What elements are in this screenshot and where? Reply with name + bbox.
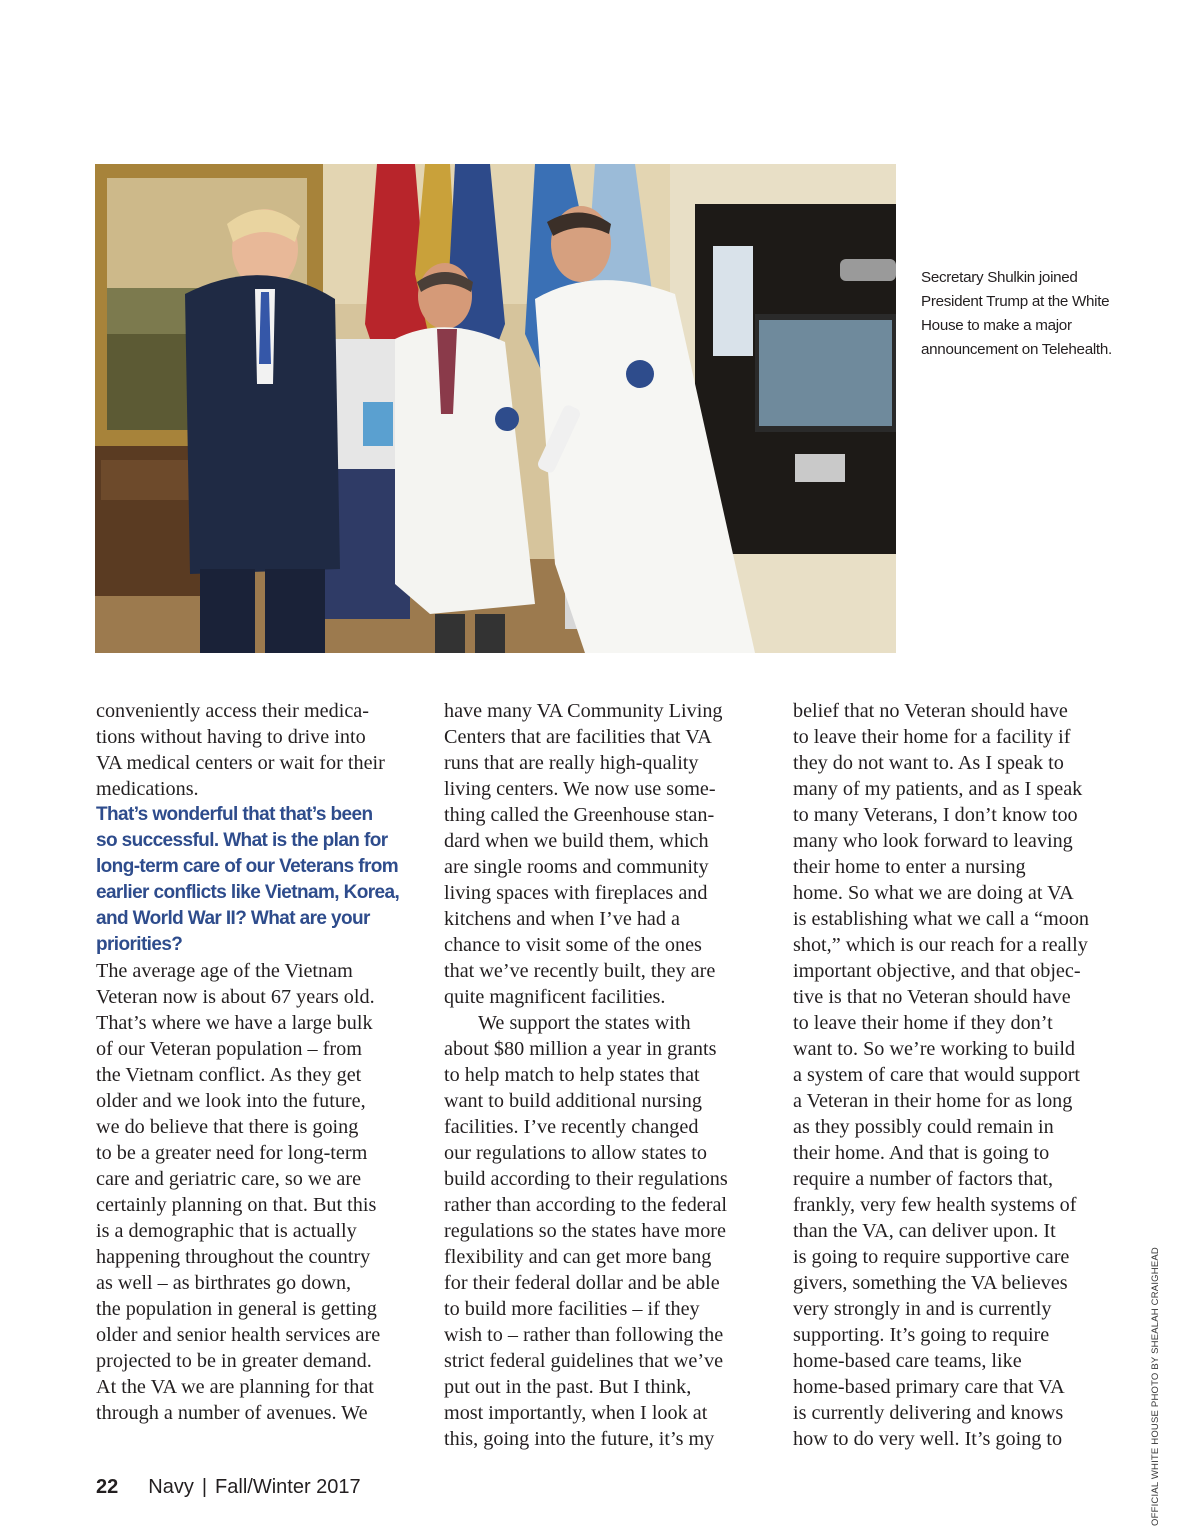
feature-photo: [95, 164, 896, 653]
paragraph: conveniently access their medica- tions without having to drive into VA medical centers or wait for their medications.: [96, 700, 385, 800]
paragraph: We support the states with about $80 million a year in grants to help match to help states that want to build additional nursing facilities. I’ve recently changed our regulations to allow states to build according to their regulations rather than according to the federal regulations so the states have more flexibility and can get more bang for their federal dollar and be able to build more facilities – if they wish to – rather than following the strict federal guidelines that we’ve put out in the past. But I think, most importantly, when I look at this, going into the future, it’s my: [444, 1012, 728, 1450]
footer-separator: |: [201, 1476, 208, 1498]
page-footer: [96, 1476, 361, 1499]
issue-label: Fall/Winter 2017: [215, 1476, 361, 1498]
page-number: 22: [96, 1476, 119, 1498]
interview-question: That’s wonderful that that’s been so successful. What is the plan for long-term care of our Veterans from earlier conflicts like Vietnam, Korea, and World War II? What are your priorities?: [96, 804, 400, 955]
photo-credit: [1150, 1222, 1162, 1532]
text-column-3: [793, 698, 1107, 1452]
publication-name: Navy: [148, 1476, 194, 1498]
photo-illustration: [95, 164, 896, 653]
photo-credit-text: OFFICIAL WHITE HOUSE PHOTO BY SHEALAH CRAIGHEAD: [1150, 1247, 1161, 1526]
paragraph: belief that no Veteran should have to leave their home for a facility if they do not want to. As I speak to many of my patients, and as I speak to many Veterans, I don’t know too many who look forward to leaving their home to enter a nursing home. So what we are doing at VA is establishing what we call a “moon shot,” which is our reach for a really important objective, and that objec- tive is that no Veteran should have to leave their home if they don’t want to. So we’re working to build a system of care that would support a Veteran in their home for as long as they possibly could remain in their home. And that is going to require a number of factors that, frankly, very few health systems of than the VA, can deliver upon. It is going to require supportive care givers, something the VA believes very strongly in and is currently supporting. It’s going to require home-based care teams, like home-based primary care that VA is currently delivering and knows how to do very well. It’s going to: [793, 700, 1090, 1450]
text-column-1: [96, 698, 410, 1426]
text-column-2: [444, 698, 758, 1452]
photo-caption: Secretary Shulkin joined President Trump at the White House to make a major announcement on Telehealth.: [921, 269, 1112, 358]
paragraph: have many VA Community Living Centers that are facilities that VA runs that are really high-quality living centers. We now use some- thing called the Greenhouse stan- dard when we build them, which are single rooms and community living spaces with fireplaces and kitchens and when I’ve had a chance to visit some of the ones that we’ve recently built, they are quite magnificent facilities.: [444, 700, 723, 1008]
paragraph: The average age of the Vietnam Veteran now is about 67 years old. That’s where we have a large bulk of our Veteran population – from the Vietnam conflict. As they get older and we look into the future, we do believe that there is going to be a greater need for long-term care and geriatric care, so we are certainly planning on that. But this is a demographic that is actually happening throughout the country as well – as birthrates go down, the population in general is getting older and senior health services are projected to be in greater demand. At the VA we are planning for that through a number of avenues. We: [96, 960, 381, 1424]
